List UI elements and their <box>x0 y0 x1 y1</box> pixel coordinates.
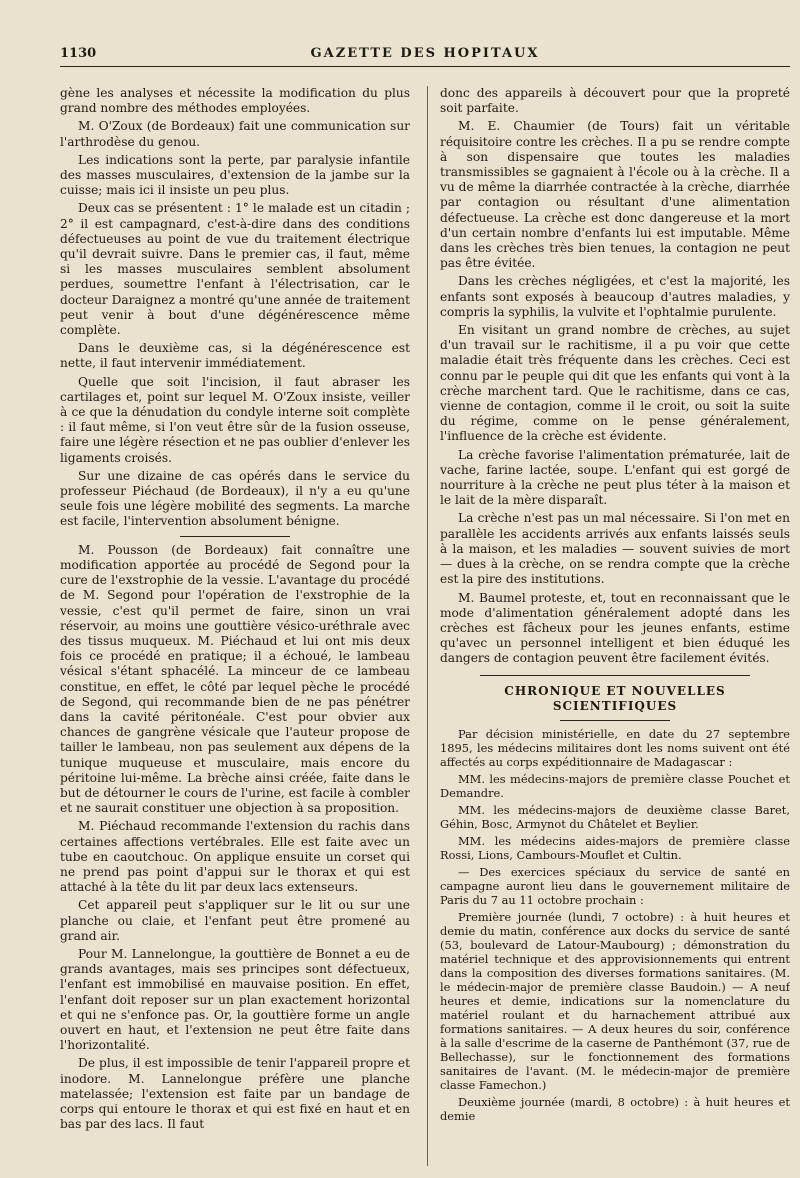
section-title: CHRONIQUE ET NOUVELLES SCIENTIFIQUES <box>504 683 726 713</box>
news-paragraph: Première journée (lundi, 7 octobre) : à huit heures et demie du matin, conférence aux docks du service de santé (53, boulevard de Latour-Maubourg) ; démonstration du matériel technique et des approvisionnements qui entrent dans la composition des diverses formations sanitaires. (M. le médecin-major de première classe Baudoin.) — A neuf heures et demie, indications sur la nomenclature du matériel roulant et du harnachement attribué aux formations sanitaires. — A deux heures du soir, conférence à la salle d'escrime de la caserne de Panthémont (37, rue de Bellechasse), sur le fonctionnement des formations sanitaires de l'avant. (M. le médecin-major de première classe Famechon.) <box>440 909 790 1092</box>
separator-rule <box>180 536 290 537</box>
journal-title: GAZETTE DES HOPITAUX <box>310 46 540 61</box>
paragraph: donc des appareils à découvert pour que la propreté soit parfaite. <box>440 86 790 116</box>
paragraph: M. Baumel proteste, et, tout en reconnaissant que le mode d'alimentation généralement adopté dans les crèches est fâcheux pour les jeunes enfants, estime qu'avec un personnel intelligent et bien éduqué les dangers de contagion peuvent être facilement évités. <box>440 590 790 666</box>
news-paragraph: Par décision ministérielle, en date du 27 septembre 1895, les médecins militaires dont les noms suivent ont été affectés au corps expéditionnaire de Madagascar : <box>440 726 790 769</box>
news-paragraph: MM. les médecins-majors de deuxième classe Baret, Géhin, Bosc, Armynot du Châtelet et Beylier. <box>440 802 790 831</box>
news-paragraph: MM. les médecins-majors de première classe Pouchet et Demandre. <box>440 771 790 800</box>
separator-rule <box>560 720 670 721</box>
paragraph: Les indications sont la perte, par paralysie infantile des masses musculaires, d'extension de la jambe sur la cuisse; mais ici il insiste un peu plus. <box>60 152 410 198</box>
paragraph: Cet appareil peut s'appliquer sur le lit ou sur une planche ou claie, et l'enfant peut être promené au grand air. <box>60 898 410 943</box>
page-header <box>60 44 790 67</box>
paragraph: De plus, il est impossible de tenir l'appareil propre et inodore. M. Lannelongue préfère une planche matelassée; l'extension est faite par un bandage de corps qui entoure le thorax et qui est fixé en haut et en bas par des lacs. Il faut <box>60 1056 410 1132</box>
news-paragraph: — Des exercices spéciaux du service de santé en campagne auront lieu dans le gouvernement militaire de Paris du 7 au 11 octobre prochain : <box>440 864 790 907</box>
paragraph: Deux cas se présentent : 1° le malade est un citadin ; 2° il est campagnard, c'est-à-dire dans des conditions défectueuses au point de vue du traitement électrique qu'il devrait suivre. Dans le premier cas, il faut, même si les masses musculaires semblent absolument perdues, soumettre l'enfant à l'électrisation, car le docteur Daraignez a montré qu'une année de traitement peut venir à bout d'une dégénérescence même complète. <box>60 201 410 338</box>
news-paragraph: MM. les médecins aides-majors de première classe Rossi, Lions, Cambours-Mouflet et Cultin. <box>440 833 790 862</box>
paragraph: Sur une dizaine de cas opérés dans le service du professeur Piéchaud (de Bordeaux), il n'y a eu qu'une seule fois une légère mobilité des segments. La marche est facile, l'intervention absolument bénigne. <box>60 468 410 529</box>
left-column <box>60 86 410 1166</box>
paragraph: Pour M. Lannelongue, la gouttière de Bonnet a eu de grands avantages, mais ses principes sont défectueux, l'enfant est immobilisé en mauvaise position. En effet, l'enfant doit reposer sur un plan exactement horizontal et qui ne s'enfonce pas. Or, la gouttière forme un angle ouvert en haut, et l'extension ne peut être faite dans l'horizontalité. <box>60 946 410 1053</box>
page-number: 1130 <box>60 46 97 61</box>
right-column <box>440 86 790 1166</box>
paragraph: M. Piéchaud recommande l'extension du rachis dans certaines affections vertébrales. Elle est faite avec un tube en caoutchouc. On applique ensuite un corset qui ne prend pas point d'appui sur le thorax et qui est attaché à la tête du lit par deux lacs extenseurs. <box>60 819 410 895</box>
paragraph: M. O'Zoux (de Bordeaux) fait une communication sur l'arthrodèse du genou. <box>60 119 410 149</box>
news-paragraph: Deuxième journée (mardi, 8 octobre) : à huit heures et demie <box>440 1094 790 1123</box>
paragraph: Dans le deuxième cas, si la dégénérescence est nette, il faut intervenir immédiatement. <box>60 341 410 371</box>
paragraph: Dans les crèches négligées, et c'est la majorité, les enfants sont exposés à beaucoup d'autres maladies, y compris la syphilis, la vulvite et l'ophtalmie purulente. <box>440 274 790 319</box>
paragraph: gène les analyses et nécessite la modification du plus grand nombre des méthodes employées. <box>60 86 410 116</box>
paragraph: La crèche n'est pas un mal nécessaire. Si l'on met en parallèle les accidents arrivés aux enfants laissés seuls à la maison, et les maladies — souvent suivies de mort — dues à la crèche, on se rendra compte que la crèche est la pire des institutions. <box>440 511 790 587</box>
column-divider <box>427 86 428 1166</box>
paragraph: Quelle que soit l'incision, il faut abraser les cartilages et, point sur lequel M. O'Zoux insiste, veiller à ce que la dénudation du condyle interne soit complète : il faut même, si l'on veut être sûr de la fusion osseuse, faire une légère résection et ne pas oublier d'enlever les ligaments croisés. <box>60 374 410 465</box>
paragraph: M. E. Chaumier (de Tours) fait un véritable réquisitoire contre les crèches. Il a pu se rendre compte à son dispensaire que toutes les maladies transmissibles se gagnaient à l'école ou à la crèche. Il a vu de même la diarrhée contractée à la crèche, diarrhée par contagion ou résultant d'une alimentation défectueuse. La crèche est donc dangereuse et la mort d'un certain nombre d'enfants lui est imputable. Même dans les crèches très bien tenues, la contagion ne peut pas être évitée. <box>440 119 790 271</box>
paragraph: La crèche favorise l'alimentation prématurée, lait de vache, farine lactée, soupe. L'enfant qui est gorgé de nourriture à la crèche ne peut plus téter à la maison et le lait de la mère disparaît. <box>440 447 790 508</box>
paragraph: M. Pousson (de Bordeaux) fait connaître une modification apportée au procédé de Segond pour la cure de l'exstrophie de la vessie. L'avantage du procédé de M. Segond pour l'opération de l'exstrophie de la vessie, c'est qu'il permet de faire, sinon un vrai réservoir, au moins une gouttière vésico-uréthrale avec des tissus muqueux. M. Piéchaud et lui ont mis deux fois ce procédé en pratique; il a échoué, le lambeau vésical s'étant sphacélé. La minceur de ce lambeau constitue, en effet, le côté par lequel pèche le procédé de Segond, qui recommande bien de ne pas pénétrer dans la cavité péritonéale. C'est pour obvier aux chances de gangrène vésicale que l'auteur propose de tailler le lambeau, non pas seulement aux dépens de la tunique muqueuse et musculaire, mais encore du péritoine lui-même. La brèche ainsi créée, faite dans le but de détourner le cours de l'urine, est facile à combler et ne saurait constituer une objection à sa proposition. <box>60 542 410 816</box>
separator-rule <box>480 675 750 676</box>
paragraph: En visitant un grand nombre de crèches, au sujet d'un travail sur le rachitisme, il a pu voir que cette maladie était très fréquente dans les crèches. Ceci est connu par le peuple qui dit que les enfants qui vont à la crèche marchent tard. Que le rachitisme, dans ce cas, vienne de contagion, comme il le croit, ou soit la suite du régime, comme on le pense généralement, l'influence de la crèche est évidente. <box>440 323 790 444</box>
